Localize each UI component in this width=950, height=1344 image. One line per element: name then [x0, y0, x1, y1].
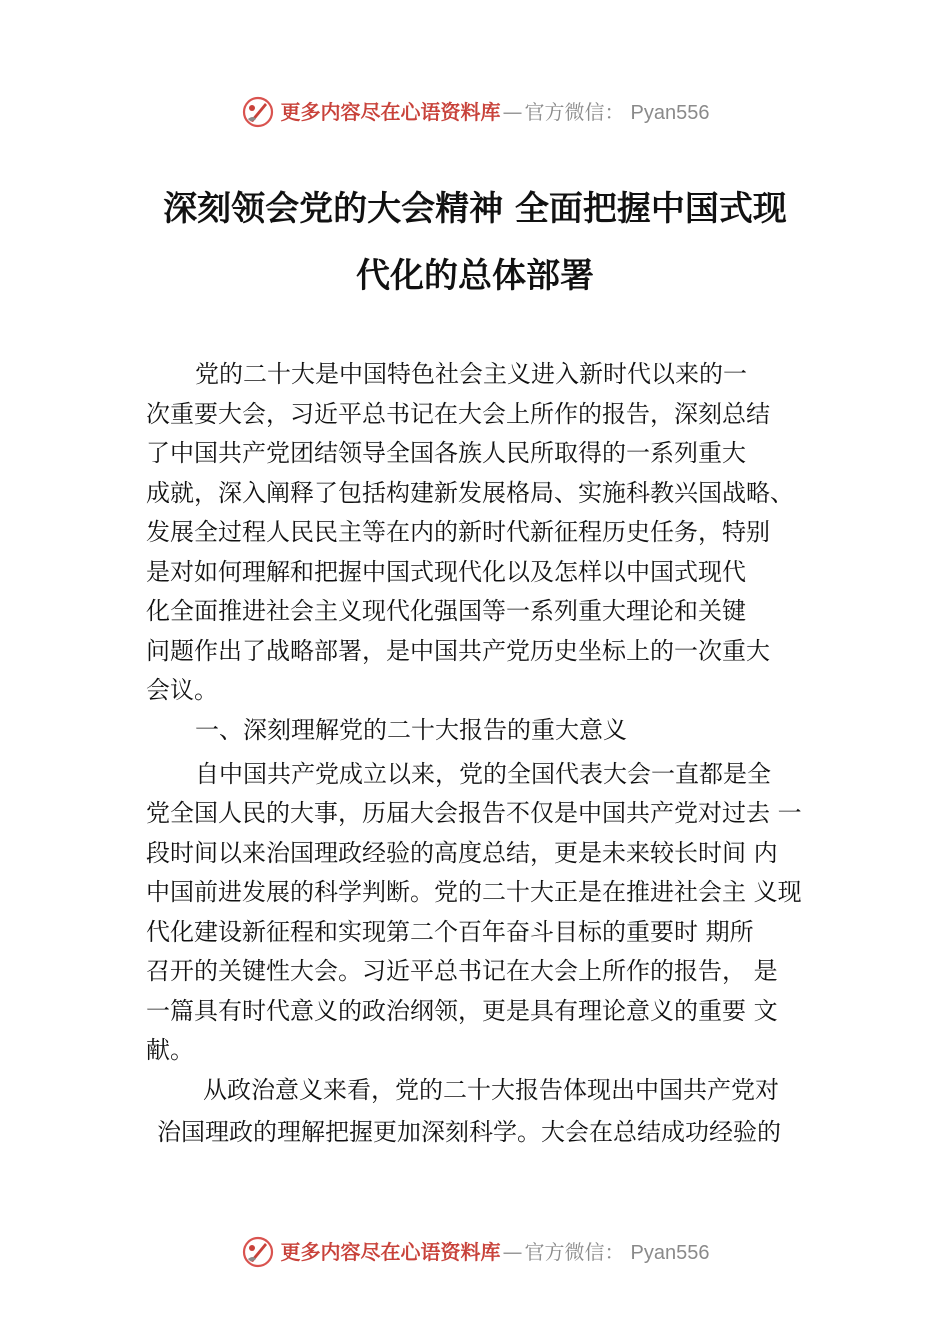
section-heading: 一、深刻理解党的二十大报告的重大意义 — [195, 716, 627, 744]
body-line: 会议。 — [146, 676, 218, 704]
watermark-wechat-id: Pyan556 — [630, 1241, 710, 1264]
body-line: 发展全过程人民民主等在内的新时代新征程历史任务，特别 — [146, 518, 770, 546]
footer-watermark — [0, 1232, 950, 1272]
body-line: 召开的关键性大会。习近平总书记在大会上所作的报告， 是 — [146, 957, 778, 985]
body-line: 化全面推进社会主义现代化强国等一系列重大理论和关键 — [146, 597, 746, 625]
watermark-wechat-id: Pyan556 — [630, 101, 710, 124]
body-line: 是对如何理解和把握中国式现代化以及怎样以中国式现代 — [146, 558, 746, 586]
watermark-wechat-label: 官方微信： — [524, 1239, 625, 1264]
body-line: 次重要大会，习近平总书记在大会上所作的报告，深刻总结 — [146, 400, 770, 428]
body-line: 党的二十大是中国特色社会主义进入新时代以来的一 — [195, 360, 747, 388]
watermark-wechat-label: 官方微信： — [524, 99, 625, 124]
quill-logo-icon — [241, 1235, 275, 1269]
body-line: 党全国人民的大事，历届大会报告不仅是中国共产党对过去 一 — [146, 799, 802, 827]
body-line: 自中国共产党成立以来，党的全国代表大会一直都是全 — [195, 760, 771, 788]
watermark-separator: — — [502, 99, 523, 124]
header-watermark — [0, 92, 950, 132]
page-title-line-1: 深刻领会党的大会精神 全面把握中国式现 — [163, 189, 787, 229]
body-line: 了中国共产党团结领导全国各族人民所取得的一系列重大 — [146, 439, 746, 467]
body-line: 段时间以来治国理政经验的高度总结，更是未来较长时间 内 — [146, 839, 778, 867]
body-line: 成就，深入阐释了包括构建新发展格局、实施科教兴国战略、 — [146, 479, 794, 507]
body-line: 代化建设新征程和实现第二个百年奋斗目标的重要时 期所 — [146, 918, 754, 946]
body-line: 中国前进发展的科学判断。党的二十大正是在推进社会主 义现 — [146, 878, 802, 906]
body-line: 问题作出了战略部署，是中国共产党历史坐标上的一次重大 — [146, 637, 770, 665]
body-line: 从政治意义来看，党的二十大报告体现出中国共产党对 — [203, 1076, 779, 1104]
body-line: 献。 — [146, 1036, 194, 1064]
watermark-site-name: 更多内容尽在心语资料库 — [280, 1239, 501, 1264]
quill-logo-icon — [241, 95, 275, 129]
page-title-line-2: 代化的总体部署 — [356, 256, 594, 296]
watermark-separator: — — [502, 1239, 523, 1264]
body-line: 治国理政的理解把握更加深刻科学。大会在总结成功经验的 — [157, 1118, 781, 1146]
watermark-site-name: 更多内容尽在心语资料库 — [280, 99, 501, 124]
body-line: 一篇具有时代意义的政治纲领，更是具有理论意义的重要 文 — [146, 997, 778, 1025]
